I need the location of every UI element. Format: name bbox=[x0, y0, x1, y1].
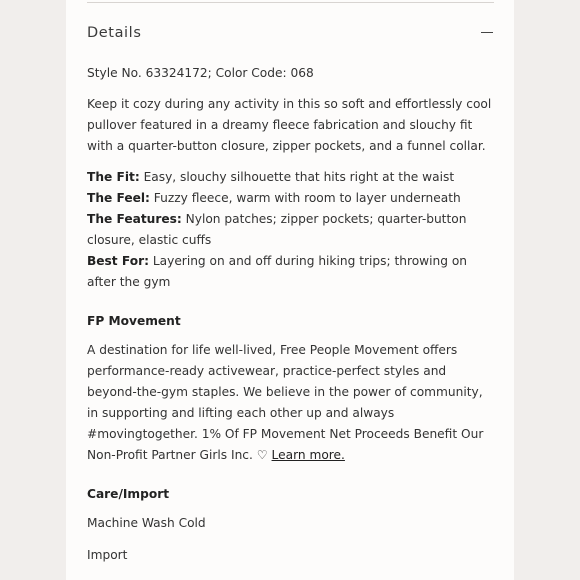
feature-text: Easy, slouchy silhouette that hits right at the waist bbox=[139, 170, 455, 184]
feature-feel bbox=[87, 188, 497, 209]
top-divider bbox=[87, 2, 494, 3]
product-description: Keep it cozy during any activity in this so soft and effortlessly cool pullover featured in a dreamy fleece fabrication and slouchy fit with a quarter-button closure, zipper pockets, and a funnel collar. bbox=[87, 97, 492, 153]
feature-label: The Feel: bbox=[87, 191, 150, 205]
feature-list bbox=[87, 167, 497, 293]
feature-label: The Fit: bbox=[87, 170, 140, 184]
feature-fit bbox=[87, 167, 497, 188]
fp-movement-title: FP Movement bbox=[87, 314, 181, 328]
care-instruction: Machine Wash Cold bbox=[87, 516, 206, 530]
minus-icon[interactable] bbox=[481, 32, 493, 33]
feature-text: Nylon patches; zipper pockets; quarter-button closure, elastic cuffs bbox=[87, 212, 467, 247]
care-import-title: Care/Import bbox=[87, 487, 170, 501]
fp-movement-body bbox=[87, 340, 497, 466]
details-title: Details bbox=[87, 25, 142, 41]
feature-features bbox=[87, 209, 497, 251]
feature-text: Layering on and off during hiking trips; throwing on after the gym bbox=[87, 254, 468, 289]
learn-more-link[interactable]: Learn more. bbox=[271, 448, 345, 462]
import-info: Import bbox=[87, 548, 128, 562]
style-number: Style No. 63324172; Color Code: 068 bbox=[87, 66, 314, 80]
feature-text: Fuzzy fleece, warm with room to layer underneath bbox=[149, 191, 461, 205]
fp-movement-text: A destination for life well-lived, Free People Movement offers performance-ready activewear, practice-perfect styles and beyond-the-gym staples. We believe in the power of community, in supporting and lifting each other up and always #movingtogether. 1% Of FP Movement Net Proceeds Benefit Our Non-Profit Partner Girls Inc. ♡ bbox=[87, 343, 484, 462]
details-accordion-header[interactable] bbox=[87, 24, 494, 44]
feature-best-for bbox=[87, 251, 497, 293]
feature-label: The Features: bbox=[87, 212, 182, 226]
feature-label: Best For: bbox=[87, 254, 149, 268]
